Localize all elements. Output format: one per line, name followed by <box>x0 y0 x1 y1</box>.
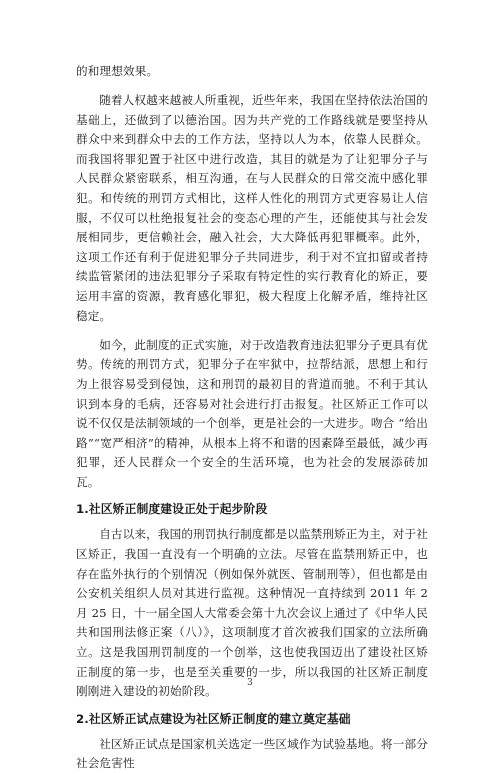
paragraph-continuation: 的和理想效果。 <box>76 64 159 78</box>
paragraph-advantages: 如今，此制度的正式实施，对于改造教育违法犯罪分子更具有优势。传统的刑罚方式，犯罪分子在牢狱中，拉帮结派，思想上和行为上很容易受到侵蚀，这和刑罚的最初目的背道而驰。不利于其认识到本身的毛病，还容易对社会进行打击报复。社区矫正工作可以说不仅仅是法制领域的一个创举，更是社会的一大进步。吻合 “给出路”“宽严相济”的精神，从根本上将不和谐的因素降至最低，减少再犯罪，还人民群众一个安全的生活环境，也为社会的发展添砖加瓦。 <box>76 337 429 489</box>
document-body <box>76 62 428 774</box>
section-heading-2: 2.社区矫正试点建设为社区矫正制度的建立奠定基础 <box>76 711 351 726</box>
page-number: 3 <box>247 678 253 688</box>
paragraph-rule-of-virtue: 随着人权越来越被人所重视，近些年来，我国在坚持依法治国的基础上，还做到了以德治国。因为共产党的工作路线就是要坚持从群众中来到群众中去的工作方法，坚持以人为本，依靠人民群众。而我国将罪犯置于社区中进行改造，其目的就是为了让犯罪分子与人民群众紧密联系，相互沟通，在与人民群众的日常交流中感化罪犯。和传统的刑罚方式相比，这样人性化的刑罚方式更容易让人信服，不仅可以杜绝报复社会的变态心理的产生，还能使其与社会发展相同步，更信赖社会，融入社会，大大降低再犯罪概率。此外，这项工作还有利于促进犯罪分子共同进步，利于对不宜扣留或者持续监管紧闭的违法犯罪分子采取有特定性的实行教育化的矫正，要运用丰富的资源，教育感化罪犯，极大程度上化解矛盾，维持社区稳定。 <box>76 93 429 323</box>
paragraph-legislation-history: 自古以来，我国的刑罚执行制度都是以监禁刑矫正为主，对于社区矫正，我国一直没有一个明确的立法。尽管在监禁刑矫正中，也存在监外执行的个别情况（例如保外就医、管制刑等），但也都是由公安机关组织人员对其进行监视。这种情况一直持续到 2011 年 2 月 25 日，十一届全国人大常委会第十九次会议上通过了《中华人民共和国刑法修正案（八）》，这项制度才首次被我们国家的立法所确立。这是我国刑罚制度的一个创举，这也使我国迈出了建设社区矫正制度的第一步，也是至关重要的一步，所以我国的社区矫正制度刚刚进入建设的初始阶段。 <box>76 527 429 699</box>
paragraph-pilot-program: 社区矫正试点是国家机关选定一些区域作为试验基地。将一部分社会危害性 <box>76 736 429 771</box>
section-heading-1: 1.社区矫正制度建设正处于起步阶段 <box>76 502 268 517</box>
